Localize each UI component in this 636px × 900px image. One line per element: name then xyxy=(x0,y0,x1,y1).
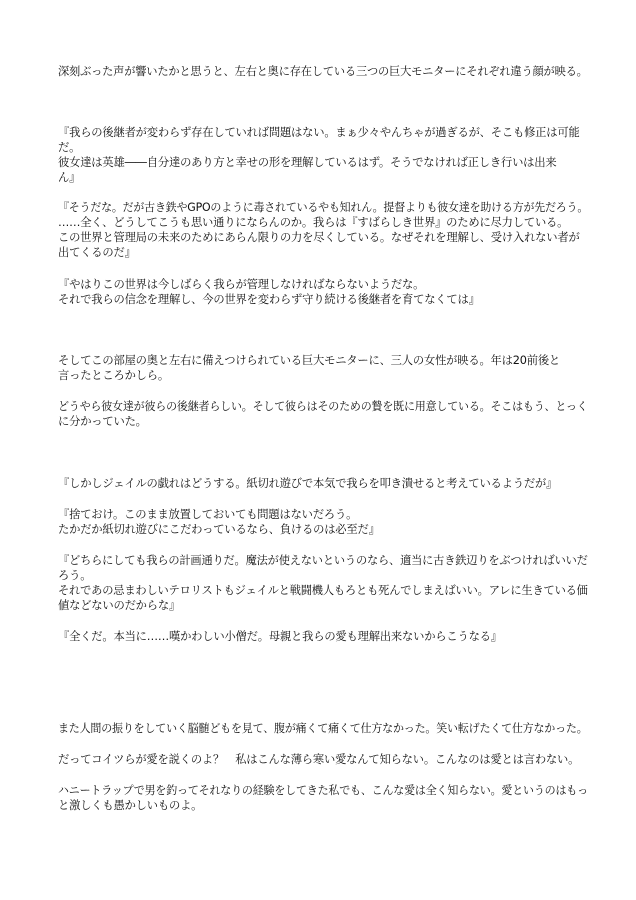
text-line: 『やはりこの世界は今しばらく我らが管理しなければならないようだな。 xyxy=(58,278,425,291)
text-line: そしてこの部屋の奥と左右に備えつけられている巨大モニターに、三人の女性が映る。年は20前後と xyxy=(58,354,561,367)
text-line: ……全く、どうしてこうも思い通りにならんのか。我らは『すばらしき世界』のために尽力している。 xyxy=(58,216,569,229)
text-line: 『しかしジェイルの戯れはどうする。紙切れ遊びで本気で我らを叩き潰せると考えているようだが』 xyxy=(58,477,558,490)
paragraph-narration-honey-trap xyxy=(58,783,588,813)
paragraph-narration-three-women xyxy=(58,353,588,383)
paragraph-dialogue-plan xyxy=(58,553,588,613)
text-line: それで我らの信念を理解し、今の世界を変わらず守り続ける後継者を育てなくては』 xyxy=(58,293,480,306)
text-line: たかだか紙切れ遊びにこだわっているなら、負けるのは必至だ』 xyxy=(58,523,380,536)
text-line: 深刻ぶった声が響いたかと思うと、左右と奥に存在している三つの巨大モニターにそれぞれ違う顔が映る。 xyxy=(58,65,588,78)
text-line: 言ったところかしら。 xyxy=(58,369,169,382)
text-line: 出てくるのだ』 xyxy=(58,246,136,259)
text-line: 『我らの後継者が変わらず存在していれば問題はない。まぁ少々やんちゃが過ぎるが、そこも修正は可能 xyxy=(58,126,580,139)
text-line: だ。 xyxy=(58,141,81,154)
text-line: と激しくも愚かしいものよ。 xyxy=(58,799,203,812)
text-line: だってコイツらが愛を説くのよ？ 私はこんな薄ら寒い愛なんて知らない。こんなのは愛とは言わない。 xyxy=(58,753,580,766)
text-line: 『どちらにしても我らの計画通りだ。魔法が使えないというのなら、適当に古き鉄辺りをぶつければいいだ xyxy=(58,554,588,567)
text-line: それであの忌まわしいテロリストもジェイルと戦闘機人もろとも死んでしまえばいい。アレに生きている価 xyxy=(58,584,588,597)
paragraph-narration-laughing xyxy=(58,721,588,736)
text-line: この世界と管理局の未来のためにあらん限りの力を尽くしている。なぜそれを理解し、受け入れない者が xyxy=(58,231,580,244)
paragraph-narration-monitors xyxy=(58,64,588,79)
paragraph-dialogue-deplorable xyxy=(58,629,588,644)
text-line: 『そうだな。だが古き鉄やGPOのように毒されているやも知れん。提督よりも彼女達を助ける方が先だろう。 xyxy=(58,201,589,214)
paragraph-dialogue-manage-world xyxy=(58,277,588,307)
paragraph-dialogue-old-iron xyxy=(58,200,588,260)
paragraph-narration-sacrifice xyxy=(58,399,588,429)
text-line: 『捨ておけ。このまま放置しておいても問題はないだろう。 xyxy=(58,508,358,521)
text-line: 彼女達は英雄――自分達のあり方と幸せの形を理解しているはず。そうでなければ正しき行いは出来 xyxy=(58,156,557,169)
text-line: ろう。 xyxy=(58,569,92,582)
text-line: 『全くだ。本当に……嘆かわしい小僧だ。母親と我らの愛も理解出来ないからこうなる』 xyxy=(58,630,502,643)
text-line: 値などないのだからな』 xyxy=(58,599,181,612)
paragraph-dialogue-successors xyxy=(58,125,588,185)
text-line: に分かっていた。 xyxy=(58,415,147,428)
text-line: ん』 xyxy=(58,171,81,184)
text-line: また人間の振りをしていく脳髄どもを見て、腹が痛くて痛くて仕方なかった。笑い転げたくて仕方なかった。 xyxy=(58,722,588,735)
paragraph-narration-love xyxy=(58,752,588,767)
paragraph-dialogue-jail xyxy=(58,476,588,491)
text-line: どうやら彼女達が彼らの後継者らしい。そして彼らはそのための贄を既に用意している。そこはもう、とっく xyxy=(58,400,588,413)
paragraph-dialogue-leave-it xyxy=(58,507,588,537)
text-line: ハニートラップで男を釣ってそれなりの経験をしてきた私でも、こんな愛は全く知らない。愛というのはもっ xyxy=(58,784,588,797)
